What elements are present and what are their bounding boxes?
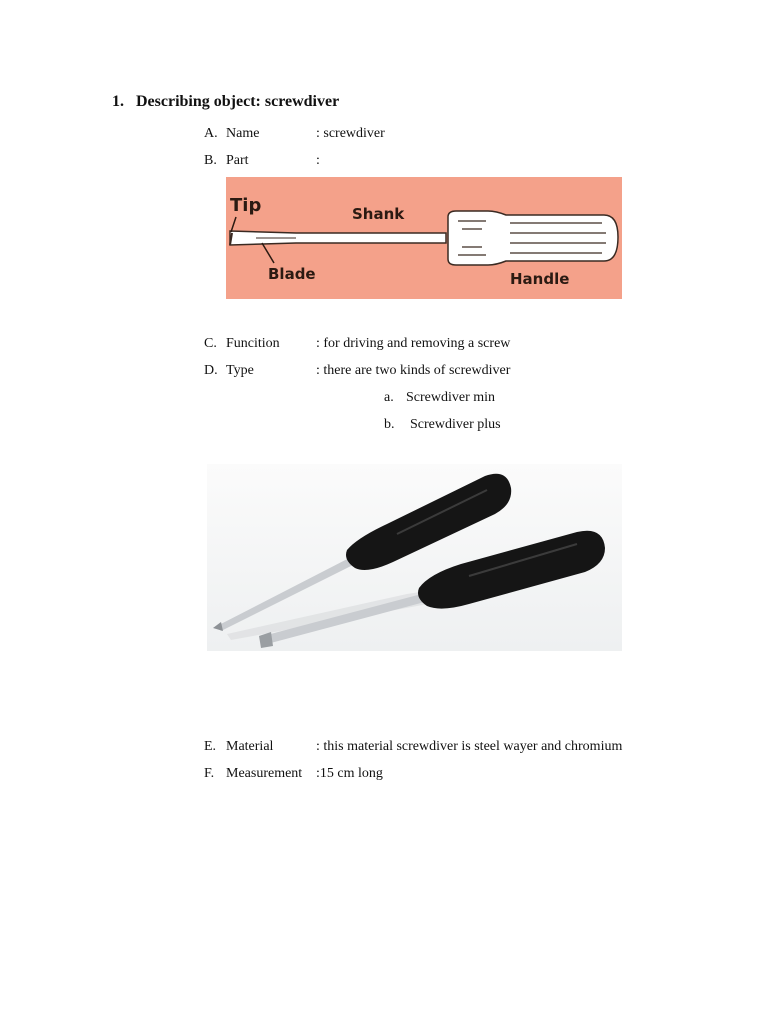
blade-label: Blade xyxy=(268,265,316,283)
type-text: Screwdiver min xyxy=(406,390,496,405)
handle-label: Handle xyxy=(510,270,570,288)
item-value: :15 cm long xyxy=(316,766,383,781)
item-label: Part xyxy=(226,153,249,168)
screwdriver-parts-diagram xyxy=(226,177,622,299)
item-value: : for driving and removing a screw xyxy=(316,336,511,351)
item-letter: C. xyxy=(204,336,217,351)
item-value: : this material screwdiver is steel wayer and chromium xyxy=(316,739,623,754)
item-value: : screwdiver xyxy=(316,126,385,141)
handle-shape xyxy=(448,211,618,265)
item-label: Name xyxy=(226,126,260,141)
item-letter: B. xyxy=(204,153,217,168)
section-number: 1. xyxy=(112,93,124,110)
type-text: Screwdiver plus xyxy=(410,417,501,432)
item-letter: F. xyxy=(204,766,215,781)
item-value: : there are two kinds of screwdiver xyxy=(316,363,511,378)
type-letter: b. xyxy=(384,417,395,432)
tip-label: Tip xyxy=(230,195,262,216)
item-letter: D. xyxy=(204,363,218,378)
item-label: Funcition xyxy=(226,336,280,351)
item-letter: E. xyxy=(204,739,217,754)
item-label: Measurement xyxy=(226,766,303,781)
item-label: Material xyxy=(226,739,274,754)
type-letter: a. xyxy=(384,390,394,405)
item-value: : xyxy=(316,153,320,168)
section-title: Describing object: screwdiver xyxy=(136,93,340,110)
screwdrivers-photo xyxy=(207,464,622,651)
item-letter: A. xyxy=(204,126,218,141)
section-heading xyxy=(112,93,339,111)
shank-label: Shank xyxy=(352,205,405,223)
item-label: Type xyxy=(226,363,254,378)
